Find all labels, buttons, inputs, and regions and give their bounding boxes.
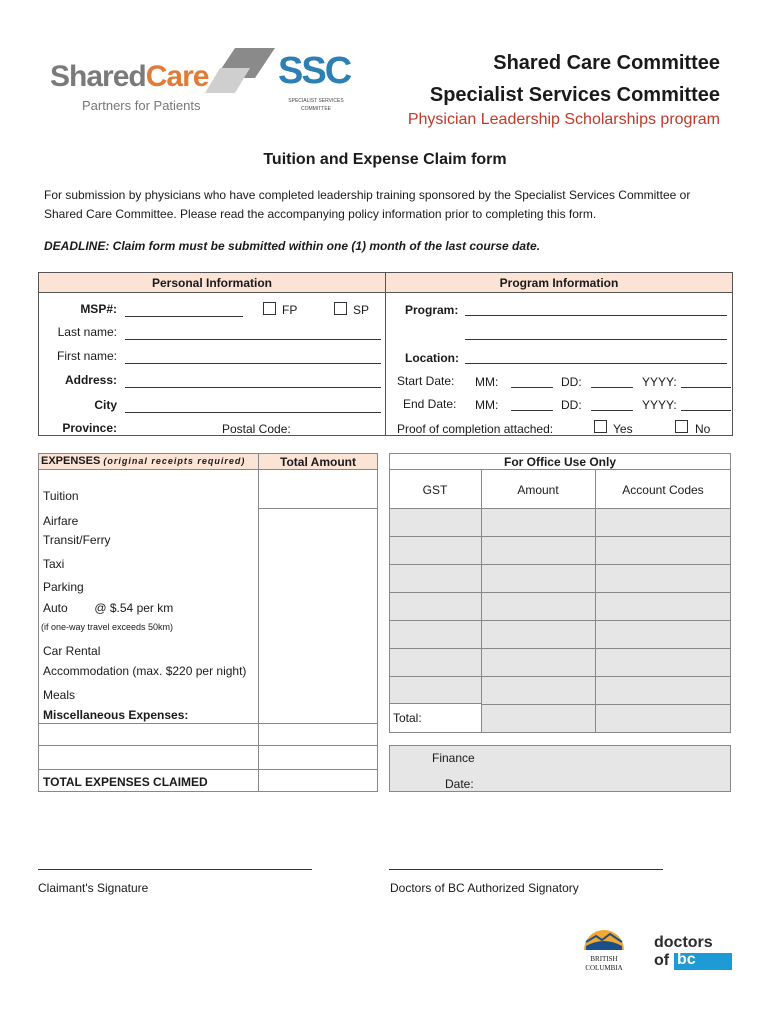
program-input[interactable]: [465, 315, 727, 316]
finance-date-label: Date:: [445, 777, 474, 791]
doctors-text: doctors: [654, 934, 713, 951]
office-grid: [389, 508, 731, 733]
last-name-label: Last name:: [57, 325, 117, 339]
end-dd-input[interactable]: [591, 410, 633, 411]
proof-label: Proof of completion attached:: [397, 422, 554, 436]
bc-text-1: BRITISH: [590, 955, 618, 963]
msp-input[interactable]: [125, 316, 243, 317]
sp-checkbox[interactable]: [334, 302, 347, 315]
start-yyyy-input[interactable]: [681, 387, 731, 388]
program-subtitle: Physician Leadership Scholarships program: [407, 111, 720, 128]
expense-accommodation: Accommodation (max. $220 per night): [43, 664, 247, 678]
claimant-signature-line[interactable]: [38, 869, 312, 870]
proof-no-label: No: [695, 422, 711, 436]
expense-meals: Meals: [43, 688, 76, 702]
ssc-text: SSC: [278, 50, 351, 92]
authorized-signature-label: Doctors of BC Authorized Signatory: [390, 881, 579, 895]
ssc-sub2: COMMITTEE: [301, 106, 331, 112]
sharedcare-logo: [50, 48, 270, 118]
first-name-label: First name:: [56, 349, 117, 363]
sp-label: SP: [353, 303, 370, 317]
ssc-logo: [276, 50, 356, 120]
end-mm-input[interactable]: [511, 410, 553, 411]
fp-checkbox[interactable]: [263, 302, 276, 315]
location-input[interactable]: [465, 363, 727, 364]
ssc-sub1: SPECIALIST SERVICES: [288, 98, 344, 104]
province-label: Province:: [62, 421, 117, 435]
end-mm-label: MM:: [475, 398, 499, 412]
total-amount-heading: Total Amount: [280, 455, 356, 469]
expense-auto: Auto @ $.54 per km: [43, 601, 174, 615]
bc-box: [674, 953, 732, 970]
deadline-text: DEADLINE: Claim form must be submitted within one (1) month of the last course date.: [44, 239, 541, 253]
office-col-codes: Account Codes: [622, 483, 704, 497]
expenses-heading-italic: (original receipts required): [103, 456, 246, 466]
sharedcare-mark-icon: [200, 48, 275, 98]
office-use-heading: For Office Use Only: [503, 455, 617, 469]
office-col-amount: Amount: [517, 483, 559, 497]
end-yyyy-label: YYYY:: [642, 398, 677, 412]
expense-airfare: Airfare: [43, 514, 79, 528]
intro-text: [44, 186, 734, 224]
bc-text-2: COLUMBIA: [585, 964, 623, 972]
end-date-label: End Date:: [403, 397, 457, 411]
address-label: Address:: [64, 373, 117, 387]
location-label: Location:: [405, 351, 459, 365]
start-dd-label: DD:: [561, 375, 582, 389]
fp-label: FP: [282, 303, 298, 317]
expense-car-rental: Car Rental: [43, 644, 101, 658]
last-name-input[interactable]: [125, 339, 381, 340]
expenses-table: [38, 453, 378, 792]
total-expenses-claimed: TOTAL EXPENSES CLAIMED: [43, 775, 208, 789]
personal-info-heading: Personal Information: [151, 276, 273, 290]
postal-code-label: Postal Code:: [222, 422, 291, 436]
office-total-label: Total:: [393, 711, 422, 725]
info-table: [38, 272, 733, 436]
first-name-input[interactable]: [125, 363, 381, 364]
form-title: Tuition and Expense Claim form: [263, 151, 507, 168]
program-input-2[interactable]: [465, 339, 727, 340]
end-yyyy-input[interactable]: [681, 410, 731, 411]
expense-transit-ferry: Transit/Ferry: [43, 533, 111, 547]
expense-auto-note: (if one-way travel exceeds 50km): [41, 622, 174, 632]
program-label: Program:: [405, 303, 459, 317]
program-info-heading: Program Information: [499, 276, 619, 290]
intro-line-1: For submission by physicians who have completed leadership training sponsored by the Specialist Services Committee or: [44, 188, 691, 202]
expense-misc: Miscellaneous Expenses:: [43, 708, 189, 722]
expense-tuition: Tuition: [43, 489, 79, 503]
start-dd-input[interactable]: [591, 387, 633, 388]
of-text: of: [654, 952, 670, 969]
sharedcare-tagline: Partners for Patients: [82, 98, 201, 113]
proof-yes-label: Yes: [613, 422, 633, 436]
office-col-gst: GST: [422, 483, 448, 497]
msp-label: MSP#:: [80, 302, 117, 316]
doctors-of-bc-logo: [654, 934, 734, 974]
address-input[interactable]: [125, 387, 381, 388]
office-use-table: [389, 453, 731, 792]
proof-no-checkbox[interactable]: [675, 420, 688, 433]
claimant-signature-label: Claimant's Signature: [38, 881, 149, 895]
start-mm-label: MM:: [475, 375, 499, 389]
sharedcare-text-2: Care: [145, 60, 209, 93]
bc-sun-icon: [582, 928, 626, 952]
bc-box-text: bc: [677, 951, 696, 968]
header-line-1: Shared Care Committee: [493, 52, 720, 74]
header-line-2: Specialist Services Committee: [429, 84, 720, 106]
expense-parking: Parking: [43, 580, 84, 594]
city-input[interactable]: [125, 412, 381, 413]
bc-government-logo: [576, 928, 632, 976]
expense-taxi: Taxi: [43, 557, 65, 571]
finance-label: Finance: [432, 751, 475, 765]
proof-yes-checkbox[interactable]: [594, 420, 607, 433]
start-mm-input[interactable]: [511, 387, 553, 388]
expenses-heading-bold: EXPENSES: [41, 455, 101, 467]
intro-line-2: Shared Care Committee. Please read the accompanying policy information prior to completing this form.: [44, 207, 597, 221]
start-yyyy-label: YYYY:: [642, 375, 677, 389]
city-label: City: [94, 398, 117, 412]
sharedcare-text-1: Shared: [50, 60, 146, 93]
end-dd-label: DD:: [561, 398, 582, 412]
expenses-heading: [41, 455, 245, 467]
authorized-signature-line[interactable]: [389, 869, 663, 870]
start-date-label: Start Date:: [397, 374, 455, 388]
